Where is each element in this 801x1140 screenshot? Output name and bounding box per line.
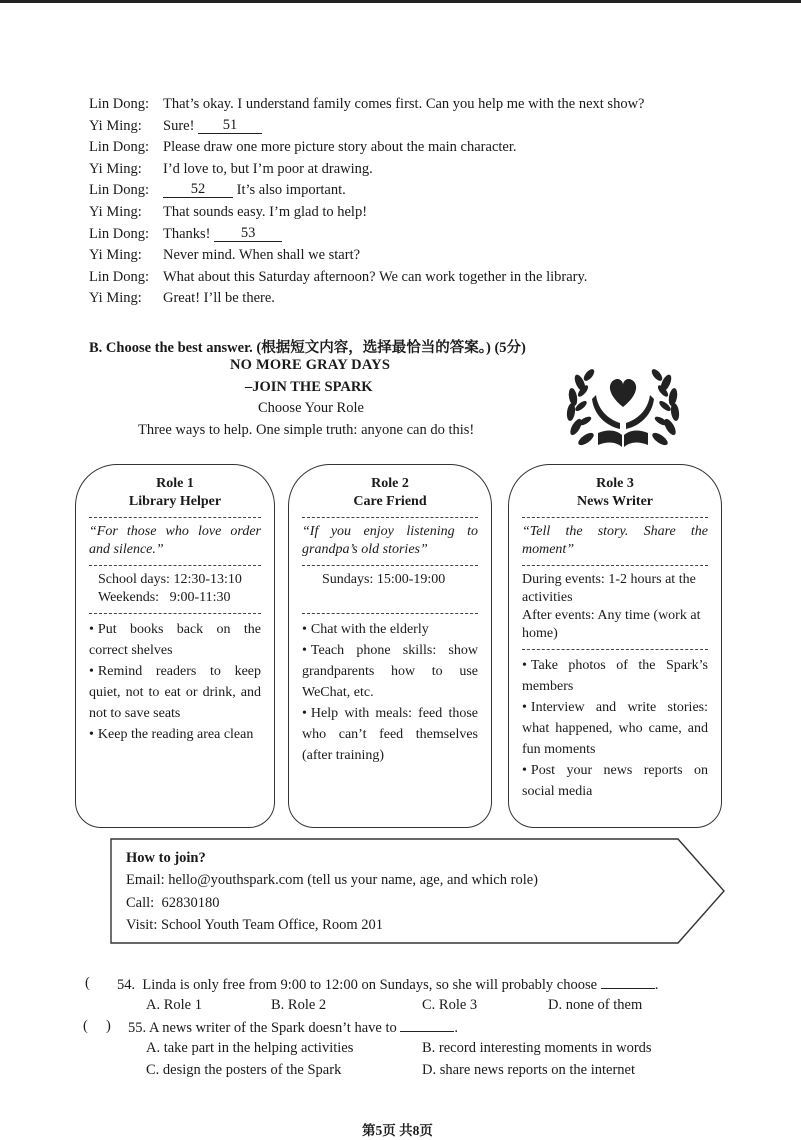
role-number: Role 2 xyxy=(371,476,409,491)
bullet-icon: • xyxy=(89,727,94,742)
divider xyxy=(522,565,708,566)
join-call: Call: 62830180 xyxy=(126,894,220,911)
speaker: Yi Ming: xyxy=(89,160,142,177)
dialogue-line xyxy=(89,118,729,140)
join-heading: How to join? xyxy=(126,850,206,866)
speaker: Yi Ming: xyxy=(89,203,142,220)
role-duty: • Take photos of the Spark’s members xyxy=(522,658,708,694)
dialogue-line xyxy=(89,226,729,248)
option-c[interactable]: C. Role 3 xyxy=(422,997,478,1013)
line-text: Never mind. When shall we start? xyxy=(163,247,361,264)
bullet-icon: • xyxy=(89,622,94,637)
line-text: Sure! xyxy=(163,117,199,134)
role-duty: • Teach phone skills: show grandparents how to use WeChat, etc. xyxy=(302,643,478,700)
bullet-icon: • xyxy=(522,658,527,673)
divider xyxy=(89,517,261,518)
option-a[interactable]: A. take part in the helping activities xyxy=(146,1040,354,1056)
heart-in-hands-laurel-icon xyxy=(558,355,688,457)
page-top-border xyxy=(0,0,801,3)
dialogue xyxy=(89,96,729,312)
answer-blank[interactable] xyxy=(601,975,655,989)
blank-53[interactable]: 53 xyxy=(214,226,282,242)
line-text: Great! I’ll be there. xyxy=(163,290,275,307)
schedule-line: Weekends: 9:00-11:30 xyxy=(98,590,231,605)
role-schedule xyxy=(89,571,261,607)
option-c[interactable]: C. design the posters of the Spark xyxy=(146,1062,342,1078)
line-text: That’s okay. I understand family comes first. Can you help me with the next show? xyxy=(163,96,645,112)
blank-52[interactable]: 52 xyxy=(163,182,233,198)
divider xyxy=(522,517,708,518)
ad-intro: Three ways to help. One simple truth: anyone can do this! xyxy=(138,422,475,438)
divider xyxy=(89,613,261,614)
role-card-1 xyxy=(75,464,275,828)
role-duty: • Chat with the elderly xyxy=(302,622,429,637)
line-text: It’s also important. xyxy=(233,182,346,199)
dialogue-line xyxy=(89,161,729,183)
speaker: Lin Dong: xyxy=(89,96,150,112)
speaker: Lin Dong: xyxy=(89,225,150,242)
role-duty: • Keep the reading area clean xyxy=(89,727,254,742)
question-stem: 55. A news writer of the Spark doesn’t have to xyxy=(128,1020,397,1036)
schedule-line: During events: 1-2 hours at the activities xyxy=(522,572,696,605)
line-text: Please draw one more picture story about the main character. xyxy=(163,139,517,156)
role-schedule xyxy=(522,571,708,643)
role-name: Library Helper xyxy=(128,494,222,509)
option-b[interactable]: B. record interesting moments in words xyxy=(422,1040,652,1056)
ad-choose-role: Choose Your Role xyxy=(258,400,364,416)
dialogue-line xyxy=(89,290,729,312)
ad-title: NO MORE GRAY DAYS xyxy=(230,357,391,373)
option-d[interactable]: D. none of them xyxy=(548,997,643,1013)
dialogue-line xyxy=(89,204,729,226)
schedule-line: After events: Any time (work at home) xyxy=(522,608,701,641)
role-duty: • Interview and write stories: what happened, who came, and fun moments xyxy=(522,700,708,757)
line-text: What about this Saturday afternoon? We can work together in the library. xyxy=(163,268,588,285)
option-a[interactable]: A. Role 1 xyxy=(146,997,202,1013)
blank-51[interactable]: 51 xyxy=(198,118,262,134)
join-visit: Visit: School Youth Team Office, Room 201 xyxy=(126,916,383,933)
speaker: Lin Dong: xyxy=(89,182,150,199)
answer-blank[interactable] xyxy=(400,1018,454,1032)
line-text: I’d love to, but I’m poor at drawing. xyxy=(163,160,373,177)
role-number: Role 1 xyxy=(156,476,194,491)
role-duty: • Post your news reports on social media xyxy=(522,763,708,799)
question-end: . xyxy=(454,1020,458,1036)
role-quote: “For those who love order and silence.” xyxy=(89,524,261,557)
role-name: Care Friend xyxy=(353,494,427,509)
speaker: Lin Dong: xyxy=(89,139,150,156)
role-name: News Writer xyxy=(576,494,654,509)
answer-paren-55[interactable]: ( ) xyxy=(83,1018,111,1034)
question-stem: 54. Linda is only free from 9:00 to 12:00 on Sundays, so she will probably choose xyxy=(117,977,598,993)
role-schedule xyxy=(302,571,478,589)
schedule-line: Sundays: 15:00-19:00 xyxy=(322,572,446,587)
role-quote: “Tell the story. Share the moment” xyxy=(522,524,708,557)
speaker: Yi Ming: xyxy=(89,247,142,264)
section-b-heading: B. Choose the best answer. (根据短文内容，选择最恰当的答案。) (5分) xyxy=(89,340,526,356)
option-b[interactable]: B. Role 2 xyxy=(271,997,327,1013)
divider xyxy=(302,517,478,518)
role-duty: • Help with meals: feed those who can’t feed themselves (after training) xyxy=(302,706,478,763)
divider xyxy=(89,565,261,566)
option-d[interactable]: D. share news reports on the internet xyxy=(422,1062,636,1078)
role-duty: • Put books back on the correct shelves xyxy=(89,622,261,658)
speaker: Lin Dong: xyxy=(89,268,150,285)
role-card-2 xyxy=(288,464,492,828)
question-54 xyxy=(117,975,658,994)
bullet-icon: • xyxy=(302,643,307,658)
role-duty: • Remind readers to keep quiet, not to eat or drink, and not to save seats xyxy=(89,664,261,721)
dialogue-line xyxy=(89,96,729,118)
answer-paren-54[interactable]: ( xyxy=(85,975,90,991)
bullet-icon: • xyxy=(522,763,527,778)
bullet-icon: • xyxy=(302,622,307,637)
dialogue-line xyxy=(89,139,729,161)
line-text: That sounds easy. I’m glad to help! xyxy=(163,203,368,220)
role-card-3 xyxy=(508,464,722,828)
dialogue-line xyxy=(89,269,729,291)
divider xyxy=(522,649,708,650)
question-end: . xyxy=(654,977,659,993)
speaker: Yi Ming: xyxy=(89,117,142,134)
role-quote: “If you enjoy listening to grandpa’s old stories” xyxy=(302,524,478,557)
page-number: 第5页 共8页 xyxy=(362,1123,433,1138)
divider xyxy=(302,565,478,566)
question-55 xyxy=(128,1018,458,1037)
bullet-icon: • xyxy=(522,700,527,715)
how-to-join xyxy=(126,847,538,936)
bullet-icon: • xyxy=(89,664,94,679)
divider xyxy=(302,613,478,614)
line-text: Thanks! xyxy=(163,225,215,242)
join-email: Email: hello@youthspark.com (tell us your name, age, and which role) xyxy=(126,872,538,889)
schedule-line: School days: 12:30-13:10 xyxy=(98,572,242,587)
speaker: Yi Ming: xyxy=(89,290,142,307)
dialogue-line xyxy=(89,182,729,204)
bullet-icon: • xyxy=(302,706,307,721)
role-number: Role 3 xyxy=(596,476,634,491)
ad-subtitle: –JOIN THE SPARK xyxy=(245,379,373,395)
dialogue-line xyxy=(89,247,729,269)
